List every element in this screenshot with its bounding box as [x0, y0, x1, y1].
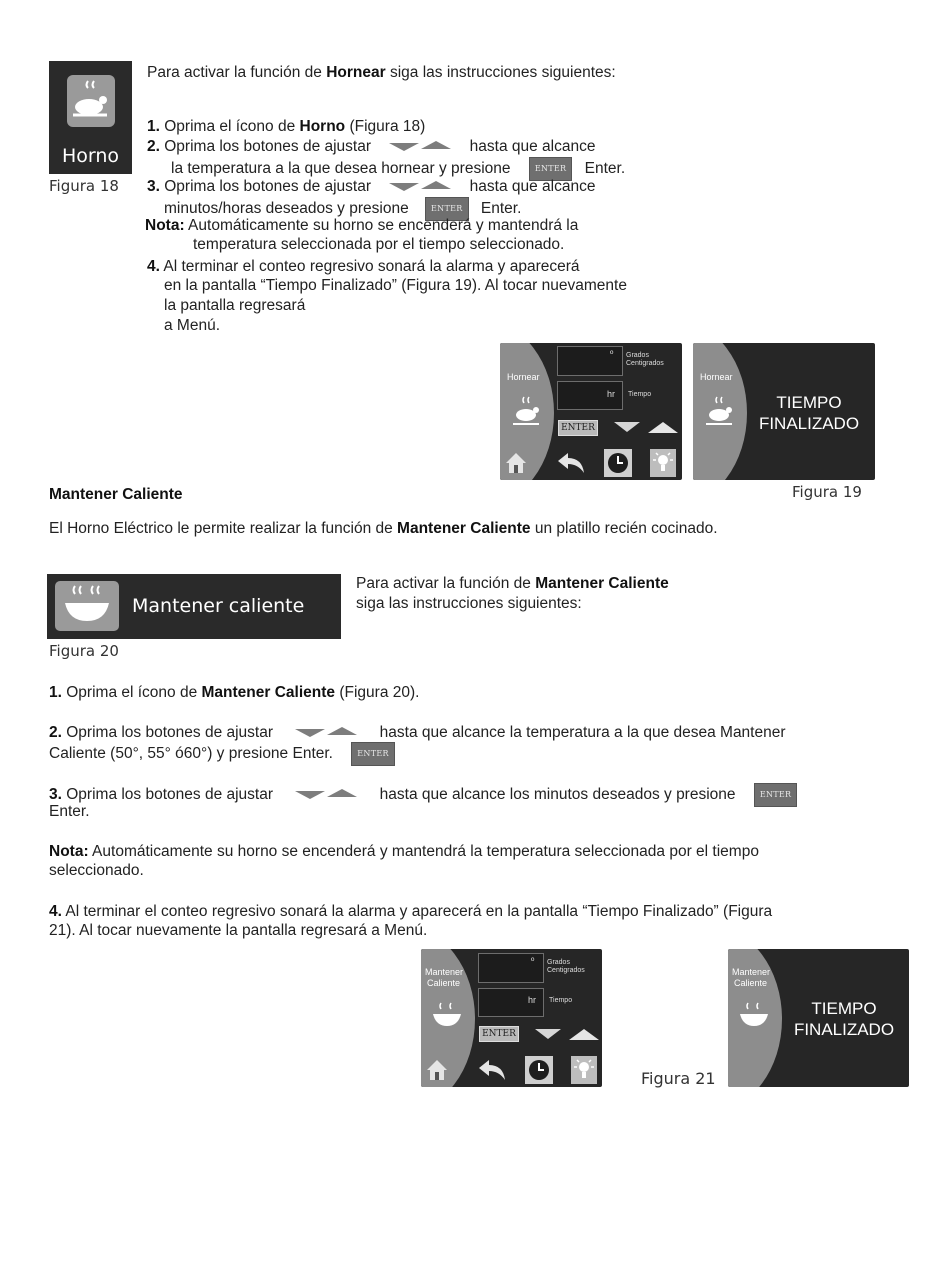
s1-step3: 3. Oprima los botones de ajustar hasta que alcance	[147, 178, 596, 195]
screen-title-2: Caliente	[734, 978, 768, 988]
s1-step4-line2: en la pantalla “Tiempo Finalizado” (Figura 19). Al tocar nuevamente	[164, 277, 627, 294]
s2-step2: 2. Oprima los botones de ajustar hasta que alcance la temperatura a la que desea Mantener	[49, 724, 786, 741]
arrow-up-button[interactable]	[648, 422, 678, 433]
s1-step4-line3: la pantalla regresará	[164, 297, 306, 314]
oven-screen-hornear: Hornear º Grados Centigrados hr Tiempo ENTER	[500, 343, 682, 480]
s2-step2-line2: Caliente (50°, 55° ó60°) y presione Enter. ENTER	[49, 742, 395, 766]
light-icon[interactable]	[571, 1056, 597, 1087]
horno-icon-tile[interactable]	[49, 61, 132, 174]
s1-step2-line2: la temperatura a la que desea hornear y presione ENTER Enter.	[171, 157, 625, 181]
s2-nota: Nota: Automáticamente su horno se encenderá y mantendrá la temperatura seleccionada por el tiempo	[49, 843, 759, 860]
mantener-caliente-label: Mantener caliente	[132, 595, 305, 617]
s2-step1: 1. Oprima el ícono de Mantener Caliente (Figura 20).	[49, 684, 420, 701]
s1-nota: Nota: Automáticamente su horno se encenderá y mantendrá la	[145, 217, 579, 234]
roast-chicken-icon	[510, 395, 544, 434]
adjust-arrows-icon	[389, 141, 451, 153]
finished-line1: TIEMPO	[776, 393, 842, 412]
s2-intro-line2: siga las instrucciones siguientes:	[356, 595, 582, 612]
oven-screen-hornear-finished[interactable]	[693, 343, 875, 480]
back-arrow-icon[interactable]	[556, 451, 586, 480]
roast-chicken-icon	[63, 71, 119, 131]
horno-icon-label: Horno	[61, 145, 120, 167]
roast-chicken-icon	[703, 395, 737, 434]
figure-21-caption: Figura 21	[641, 1069, 716, 1088]
enter-key-icon: ENTER	[351, 742, 395, 766]
home-icon[interactable]	[425, 1057, 449, 1086]
oven-screen-mantener: Mantener Caliente º Grados Centigrados hr Tiempo ENTER	[421, 949, 602, 1087]
enter-button[interactable]: ENTER	[558, 420, 598, 436]
figure-19-caption: Figura 19	[792, 483, 862, 501]
s1-step1: 1. Oprima el ícono de Horno (Figura 18)	[147, 118, 426, 135]
warm-bowl-icon	[430, 1001, 464, 1036]
adjust-arrows-icon	[295, 727, 357, 739]
screen-title: Hornear	[507, 372, 540, 382]
figure-20-caption: Figura 20	[49, 642, 119, 660]
arrow-down-button[interactable]	[614, 422, 640, 432]
enter-key-icon: ENTER	[529, 157, 573, 181]
arrow-down-button[interactable]	[535, 1029, 561, 1039]
s2-step4: 4. Al terminar el conteo regresivo sonará la alarma y aparecerá en la pantalla “Tiempo Finalizado” (Figura	[49, 903, 773, 920]
screen-title: Hornear	[700, 372, 733, 382]
clock-icon[interactable]	[525, 1056, 553, 1087]
finished-line1: TIEMPO	[811, 999, 877, 1018]
s2-step4-line2: 21). Al tocar nuevamente la pantalla regresará a Menú.	[49, 922, 428, 939]
s1-step4-line4: a Menú.	[164, 317, 221, 334]
arrow-up-button[interactable]	[569, 1029, 599, 1040]
section-heading: Mantener Caliente	[49, 486, 183, 503]
s1-step4: 4. Al terminar el conteo regresivo sonará la alarma y aparecerá	[147, 258, 580, 275]
light-icon[interactable]	[650, 449, 676, 480]
home-icon[interactable]	[504, 450, 528, 479]
screen-title: Mantener	[425, 967, 464, 977]
s2-step3-line2: Enter.	[49, 803, 90, 820]
mantener-caliente-tile[interactable]	[47, 574, 341, 639]
screen-title: Mantener	[732, 967, 771, 977]
finished-line2: FINALIZADO	[793, 1020, 895, 1039]
s2-intro: Para activar la función de Mantener Caliente	[356, 575, 669, 592]
figure-18-caption: Figura 18	[49, 177, 119, 195]
s2-description: El Horno Eléctrico le permite realizar la función de Mantener Caliente un platillo recién cocinado.	[49, 520, 718, 537]
s2-nota-line2: seleccionado.	[49, 862, 144, 879]
s2-step3: 3. Oprima los botones de ajustar hasta que alcance los minutos deseados y presione ENTER	[49, 783, 797, 807]
screen-title-2: Caliente	[427, 978, 461, 988]
s1-intro: Para activar la función de Hornear siga las instrucciones siguientes:	[147, 64, 616, 81]
adjust-arrows-icon	[295, 789, 357, 801]
oven-screen-mantener-finished[interactable]	[728, 949, 909, 1087]
s1-step3-line2: minutos/horas deseados y presione ENTER Enter.	[164, 197, 521, 221]
back-arrow-icon[interactable]	[477, 1058, 507, 1087]
finished-line2: FINALIZADO	[758, 414, 860, 433]
enter-key-icon: ENTER	[754, 783, 798, 807]
warm-bowl-icon	[737, 1001, 771, 1036]
warm-bowl-icon	[55, 581, 119, 636]
adjust-arrows-icon	[389, 181, 451, 193]
enter-button[interactable]: ENTER	[479, 1026, 519, 1042]
clock-icon[interactable]	[604, 449, 632, 480]
s1-step2: 2. Oprima los botones de ajustar hasta que alcance	[147, 138, 596, 155]
enter-key-icon: ENTER	[425, 197, 469, 221]
s1-nota-line2: temperatura seleccionada por el tiempo seleccionado.	[193, 236, 565, 253]
